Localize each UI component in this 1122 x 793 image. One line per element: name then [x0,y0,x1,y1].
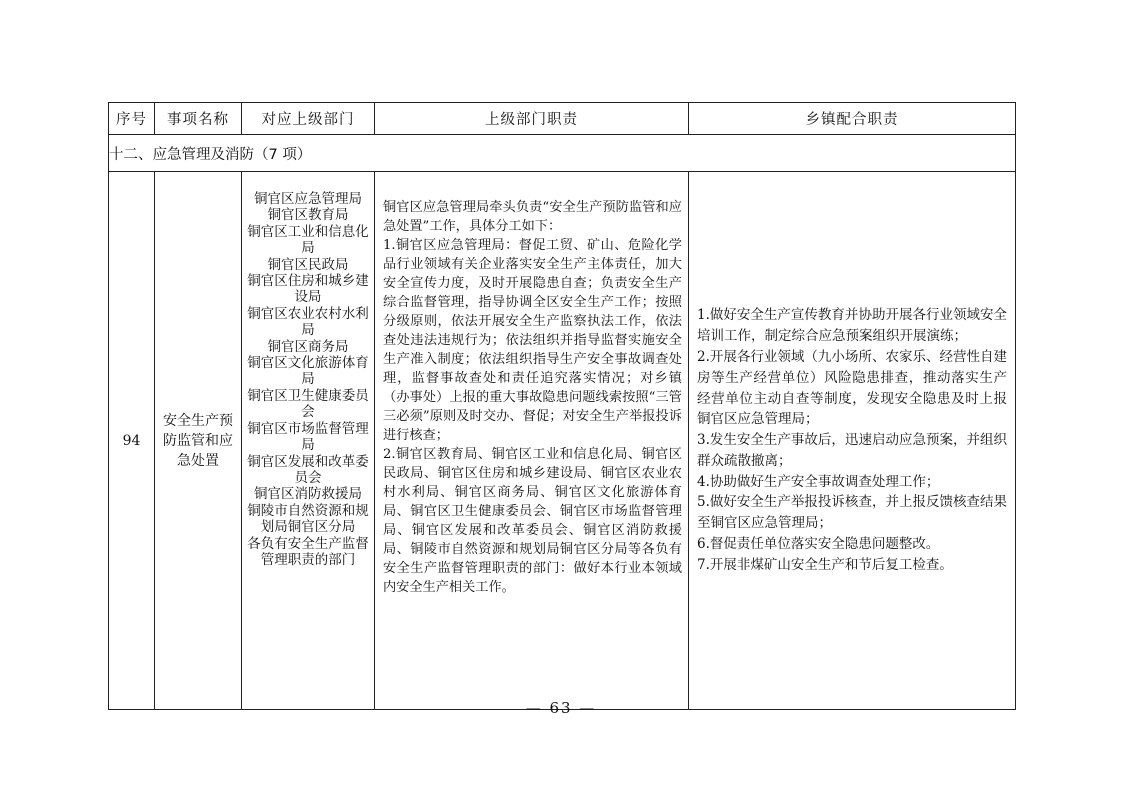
page-number: — 63 — [525,699,597,717]
row-departments [242,172,375,710]
department-item: 铜官区商务局 [267,338,349,355]
header-serial-number: 序号 [109,103,155,135]
section-title: 十二、应急管理及消防（7 项） [109,135,1016,172]
header-town-duties: 乡镇配合职责 [689,103,1016,135]
department-item: 铜官区应急管理局 [254,191,362,207]
town-duty-item: 1.做好安全生产宣传教育并协助开展各行业领域安全培训工作，制定综合应急预案组织开展演练； [697,307,1007,345]
department-item: 铜官区教育局 [267,207,349,224]
duty-item-2: 2.铜官区教育局、铜官区工业和信息化局、铜官区民政局、铜官区住房和城乡建设局、铜官区农业农村水利局、铜官区商务局、铜官区文化旅游体育局、铜官区卫生健康委员会、铜官区市场监督管理局、铜官区发展和改革委员会、铜官区消防救援局、铜陵市自然资源和规划局铜官区分局等各负有安全生产监督管理职责的部门：做好本行业本领域内安全生产相关工作。 [383,447,682,595]
row-serial-number: 94 [109,172,155,710]
department-item: 铜官区市场监督管理局 [247,420,369,454]
department-item: 铜官区农业农村水利局 [247,305,369,339]
duty-intro: 铜官区应急管理局牵头负责“安全生产预防监管和应急处置”工作，具体分工如下： [383,200,682,234]
department-item: 铜官区工业和信息化局 [247,223,369,257]
row-town-duties [689,172,1016,710]
department-item: 铜陵市自然资源和规划局铜官区分局 [247,502,369,536]
row-item-name: 安全生产预防监管和应急处置 [155,172,242,710]
town-duty-item: 3.发生安全生产事故后，迅速启动应急预案，并组织群众疏散撤离； [697,432,1007,469]
duty-item-1: 1.铜官区应急管理局：督促工贸、矿山、危险化学品行业领域有关企业落实安全生产主体责任，加大安全宣传力度，及时开展隐患自查；负责安全生产综合监督管理，指导协调全区安全生产工作；按照分级原则，依法开展安全生产监察执法工作，依法查处违法违规行为；依法组织并指导监督实施安全生产准入制度；依法组织指导生产安全事故调查处理，监督事故查处和责任追究落实情况；对乡镇（办事处）上报的重大事故隐患问题线索按照“三管三必须”原则及时交办、督促；对安全生产举报投诉进行核查； [383,238,682,443]
department-item: 各负有安全生产监督管理职责的部门 [247,535,369,568]
header-corresponding-department: 对应上级部门 [242,103,375,135]
department-item: 铜官区发展和改革委员会 [247,453,369,486]
town-duty-item: 2.开展各行业领域（九小场所、农家乐、经营性自建房等生产经营单位）风险隐患排查，推动落实生产经营单位主动自查等制度，发现安全隐患及时上报铜官区应急管理局； [697,348,1007,428]
department-item: 铜官区文化旅游体育局 [247,355,369,388]
town-duty-item: 5.做好安全生产举报投诉核查，并上报反馈核查结果至铜官区应急管理局； [697,494,1007,532]
row-department-duties [375,172,689,710]
department-item: 铜官区民政局 [267,256,349,273]
section-row [109,135,1016,172]
table-row [109,172,1016,710]
town-duty-item: 4.协助做好生产安全事故调查处理工作； [697,473,940,490]
town-duty-item: 6.督促责任单位落实安全隐患问题整改。 [697,536,940,553]
header-department-duties: 上级部门职责 [375,103,689,135]
department-item: 铜官区住房和城乡建设局 [247,273,369,306]
department-item: 铜官区消防救援局 [254,486,362,503]
responsibility-table [108,102,1016,710]
town-duty-item: 7.开展非煤矿山安全生产和节后复工检查。 [697,556,953,573]
table-header-row [109,103,1016,135]
department-item: 铜官区卫生健康委员会 [247,387,369,421]
header-item-name: 事项名称 [155,103,242,135]
